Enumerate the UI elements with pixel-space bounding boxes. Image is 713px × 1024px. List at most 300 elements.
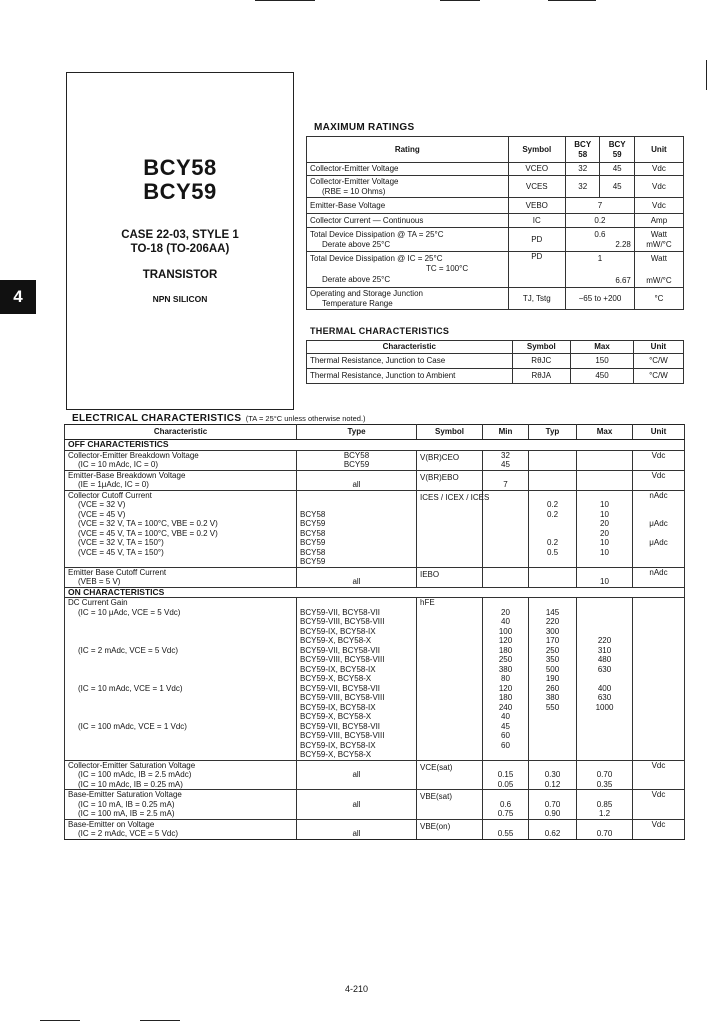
typ-line: 0.62: [544, 829, 561, 838]
unit-line: [636, 510, 681, 520]
symbol-line: ICES / ICEX / ICES: [420, 492, 490, 502]
max-line: 0.70: [596, 770, 613, 779]
min-line: 45: [501, 460, 510, 469]
type-line: BCY59-IX, BCY58-IX: [300, 740, 376, 750]
symbol-cell: [417, 450, 483, 470]
table-row: [307, 198, 684, 214]
unit-cell: °C/W: [633, 354, 683, 369]
min-line: [486, 491, 525, 501]
char-cell: [65, 760, 297, 790]
table-row: [307, 288, 684, 310]
max-ratings-table: [306, 136, 684, 310]
type-cell: [297, 760, 417, 790]
rating-line: Total Device Dissipation @ TA = 25°C: [310, 230, 444, 239]
min-cell: [483, 490, 529, 567]
min-line: [486, 568, 525, 578]
col-header: Max: [571, 341, 634, 354]
table-row: [65, 490, 685, 567]
char-line: [68, 712, 293, 722]
unit-cell: [633, 819, 685, 839]
rating-cell: Collector Current — Continuous: [307, 214, 509, 228]
char-line: [68, 703, 293, 713]
table-row: [307, 369, 684, 384]
min-line: 380: [498, 664, 513, 674]
typ-line: 0.30: [544, 770, 561, 779]
section-heading: OFF CHARACTERISTICS: [65, 440, 685, 451]
min-line: 7: [503, 480, 508, 489]
unit-line: μAdc: [649, 538, 668, 547]
typ-cell: [529, 450, 577, 470]
rating-line: (RBE = 10 Ohms): [322, 186, 386, 196]
symbol-cell: [417, 598, 483, 761]
unit-cell: Vdc: [634, 198, 683, 214]
typ-line: 380: [545, 693, 560, 702]
symbol-cell: VEBO: [508, 198, 565, 214]
max-cell: 150: [571, 354, 634, 369]
max-cell: [577, 760, 633, 790]
value-cell: 7: [565, 198, 634, 214]
min-line: 120: [498, 683, 513, 693]
char-line: [68, 750, 293, 760]
typ-line: [532, 451, 573, 461]
type-line: BCY59-VIII, BCY58-VIII: [300, 731, 385, 740]
max-line: 20: [600, 528, 609, 538]
unit-line: mW/°C: [646, 275, 672, 285]
symbol-cell: VCES: [508, 176, 565, 198]
rating-cell: [307, 288, 509, 310]
char-line: Collector-Emitter Saturation Voltage: [68, 760, 196, 770]
min-cell: [483, 470, 529, 490]
min-line: 40: [501, 712, 510, 721]
max-line: 10: [600, 577, 609, 586]
type-line: BCY59-VIII, BCY58-VIII: [300, 655, 385, 664]
typ-cell: [529, 470, 577, 490]
char-line: Emitter Base Cutoff Current: [68, 567, 167, 577]
col-header: Rating: [307, 137, 509, 163]
min-line: 250: [498, 655, 513, 664]
char-line: (IC = 10 mAdc, IC = 0): [78, 460, 159, 469]
char-cell: [65, 567, 297, 587]
type-line: BCY59-VIII, BCY58-VIII: [300, 693, 385, 702]
table-row: [65, 760, 685, 790]
table-row: [307, 354, 684, 369]
symbol-cell: [417, 790, 483, 820]
char-line: (IC = 10 mAdc, IB = 0.25 mA): [78, 779, 183, 789]
table-row: [307, 163, 684, 176]
min-line: 60: [501, 731, 510, 740]
table-row: [65, 819, 685, 839]
char-line: (IC = 100 mAdc, VCE = 1 Vdc): [78, 721, 187, 731]
typ-line: 0.5: [546, 547, 559, 557]
unit-line: Vdc: [651, 760, 666, 770]
symbol-line: hFE: [420, 598, 435, 607]
typ-line: [532, 722, 573, 732]
part-number-2: BCY59: [143, 179, 217, 204]
typ-line: [532, 731, 573, 741]
symbol-cell: [417, 760, 483, 790]
char-cell: [65, 790, 297, 820]
table-row: [307, 228, 684, 252]
value-cell: [565, 228, 634, 252]
section-tab: 4: [0, 280, 36, 314]
char-line: (VCE = 45 V, TA = 100°C, VBE = 0.2 V): [78, 528, 218, 538]
unit-cell: °C: [634, 288, 683, 310]
type-line: [300, 500, 413, 510]
min-cell: [483, 450, 529, 470]
char-cell: [65, 470, 297, 490]
max-line: 630: [597, 693, 612, 702]
unit-cell: Vdc: [634, 163, 683, 176]
table-row: [307, 176, 684, 198]
rating-cell: [307, 228, 509, 252]
value-cell: 45: [600, 163, 634, 176]
max-ratings-title: MAXIMUM RATINGS: [314, 122, 415, 133]
type-cell: [297, 790, 417, 820]
type-line: BCY59: [343, 460, 370, 469]
typ-line: 0.2: [546, 538, 559, 547]
table-row: [307, 214, 684, 228]
col-header: Symbol: [417, 425, 483, 440]
value-cell: 32: [565, 163, 599, 176]
scan-edge-mark: [255, 0, 315, 1]
rating-line: TC = 100°C: [426, 263, 469, 273]
symbol-cell: [417, 470, 483, 490]
char-line: (VCE = 45 V): [78, 509, 126, 519]
max-cell: [577, 470, 633, 490]
typ-line: [532, 820, 573, 830]
type-line: all: [352, 770, 361, 779]
unit-line: [636, 529, 681, 539]
unit-cell: [633, 490, 685, 567]
type-cell: [297, 470, 417, 490]
rating-line: Derate above 25°C: [322, 275, 391, 285]
min-cell: [483, 567, 529, 587]
unit-cell: [633, 760, 685, 790]
typ-line: 0.70: [544, 799, 561, 809]
min-line: 120: [498, 636, 513, 645]
symbol-line: VBE(on): [420, 821, 451, 831]
typ-line: 170: [545, 636, 560, 645]
max-line: [580, 731, 629, 741]
unit-line: Watt: [650, 230, 668, 239]
max-line: 1.2: [598, 809, 611, 818]
min-line: 0.6: [499, 799, 512, 809]
symbol-cell: PD: [508, 252, 565, 288]
scan-edge-mark: [140, 1020, 180, 1021]
max-line: 20: [600, 519, 609, 528]
unit-line: nAdc: [649, 490, 668, 500]
max-line: [580, 722, 629, 732]
char-line: Collector Cutoff Current: [68, 490, 152, 500]
part-title-box: [66, 72, 294, 410]
min-line: 240: [498, 702, 513, 712]
typ-line: [532, 471, 573, 481]
max-cell: [577, 450, 633, 470]
char-line: [68, 617, 293, 627]
unit-cell: [633, 470, 685, 490]
max-line: [580, 627, 629, 637]
max-line: [580, 617, 629, 627]
min-line: [486, 598, 525, 608]
char-line: (VCE = 32 V): [78, 500, 126, 509]
rating-cell: [307, 252, 509, 288]
typ-line: [532, 741, 573, 751]
max-line: [580, 491, 629, 501]
type-line: BCY58: [300, 528, 326, 538]
max-line: [580, 820, 629, 830]
col-header: Typ: [529, 425, 577, 440]
typ-line: [532, 529, 573, 539]
rating-line: Temperature Range: [322, 298, 393, 308]
type-cell: [297, 819, 417, 839]
typ-line: [532, 568, 573, 578]
char-cell: [65, 598, 297, 761]
min-line: [486, 761, 525, 771]
typ-line: 350: [545, 655, 560, 664]
rating-cell: Emitter-Base Voltage: [307, 198, 509, 214]
unit-line: Vdc: [651, 819, 666, 829]
section-heading: ON CHARACTERISTICS: [65, 587, 685, 598]
char-line: (IE = 1μAdc, IC = 0): [78, 480, 149, 489]
value-cell: 45: [600, 176, 634, 198]
char-line: (IC = 100 mAdc, IB = 2.5 mAdc): [78, 770, 192, 779]
symbol-line: V(BR)CEO: [420, 452, 460, 462]
table-row: [65, 470, 685, 490]
char-line: (IC = 2 mAdc, VCE = 5 Vdc): [78, 645, 179, 655]
typ-line: [532, 712, 573, 722]
value-cell: 0.2: [565, 214, 634, 228]
unit-cell: [633, 598, 685, 761]
typ-line: 0.2: [546, 509, 559, 519]
table-row: [65, 450, 685, 470]
col-header: Unit: [633, 425, 685, 440]
type-cell: [297, 567, 417, 587]
unit-cell: Amp: [634, 214, 683, 228]
type-line: BCY59-VIII, BCY58-VIII: [300, 617, 385, 626]
char-line: Collector-Emitter Breakdown Voltage: [68, 450, 199, 460]
max-line: [580, 790, 629, 800]
min-line: 100: [498, 626, 513, 636]
min-line: 0.05: [497, 779, 514, 789]
type-line: BCY59-VII, BCY58-VII: [300, 721, 381, 731]
typ-line: [532, 761, 573, 771]
char-line: (IC = 100 mA, IB = 2.5 mA): [78, 809, 175, 818]
rating-cell: [307, 176, 509, 198]
max-cell: 450: [571, 369, 634, 384]
min-line: 45: [501, 721, 510, 731]
col-header: Characteristic: [307, 341, 513, 354]
col-header: BCY 59: [600, 137, 634, 163]
type-cell: [297, 450, 417, 470]
col-header: Unit: [634, 137, 683, 163]
type-line: all: [352, 799, 361, 809]
char-line: [68, 693, 293, 703]
min-line: 0.15: [497, 770, 514, 779]
typ-line: 0.2: [546, 500, 559, 509]
char-line: (VCE = 32 V, TA = 100°C, VBE = 0.2 V): [78, 519, 218, 528]
electrical-title-note: (TA = 25°C unless otherwise noted.): [245, 414, 366, 423]
max-line: [580, 471, 629, 481]
min-line: [486, 790, 525, 800]
table-row: [307, 252, 684, 288]
typ-line: 145: [545, 607, 560, 617]
typ-cell: [529, 598, 577, 761]
value-cell: 32: [565, 176, 599, 198]
thermal-title: THERMAL CHARACTERISTICS: [310, 326, 450, 336]
max-line: 220: [597, 636, 612, 645]
symbol-cell: PD: [508, 228, 565, 252]
symbol-line: IEBO: [420, 569, 440, 579]
char-cell: [65, 819, 297, 839]
typ-line: [532, 491, 573, 501]
min-cell: [483, 598, 529, 761]
char-cell: Thermal Resistance, Junction to Case: [307, 354, 513, 369]
symbol-line: VCE(sat): [420, 762, 453, 772]
max-line: 400: [597, 683, 612, 693]
max-line: [580, 608, 629, 618]
max-line: 10: [600, 509, 609, 519]
type-line: BCY59-X, BCY58-X: [300, 636, 372, 645]
section-row: [65, 440, 685, 451]
col-header: BCY 58: [565, 137, 599, 163]
max-line: [580, 674, 629, 684]
electrical-table: [64, 424, 685, 840]
scan-edge-mark: [548, 0, 596, 1]
char-line: (IC = 10 mA, IB = 0.25 mA): [78, 799, 175, 809]
typ-line: [532, 598, 573, 608]
rating-cell: Collector-Emitter Voltage: [307, 163, 509, 176]
value-cell: [565, 252, 634, 288]
type-line: BCY59: [300, 538, 326, 547]
max-cell: [577, 598, 633, 761]
typ-line: 0.12: [544, 779, 561, 789]
section-row: [65, 587, 685, 598]
typ-line: 500: [545, 664, 560, 674]
unit-line: Vdc: [651, 470, 666, 480]
symbol-cell: IC: [508, 214, 565, 228]
polarity: NPN SILICON: [152, 294, 208, 304]
symbol-cell: TJ, Tstg: [508, 288, 565, 310]
type-line: BCY59-X, BCY58-X: [300, 674, 372, 683]
package: TO-18 (TO-206AA): [130, 243, 230, 255]
max-line: 10: [600, 500, 609, 509]
type-line: BCY59-VII, BCY58-VII: [300, 607, 381, 617]
electrical-title: ELECTRICAL CHARACTERISTICS: [72, 413, 242, 424]
char-cell: Thermal Resistance, Junction to Ambient: [307, 369, 513, 384]
unit-line: nAdc: [649, 567, 668, 577]
typ-cell: [529, 790, 577, 820]
symbol-cell: [417, 567, 483, 587]
case-style: CASE 22-03, STYLE 1: [121, 229, 239, 241]
typ-line: 260: [545, 683, 560, 693]
typ-cell: [529, 490, 577, 567]
min-line: 60: [501, 740, 510, 750]
min-cell: [483, 760, 529, 790]
max-line: 0.35: [596, 779, 613, 789]
col-header: Type: [297, 425, 417, 440]
symbol-line: V(BR)EBO: [420, 472, 459, 482]
table-row: [65, 598, 685, 761]
char-line: Base-Emitter Saturation Voltage: [68, 790, 182, 799]
rating-line: Derate above 25°C: [322, 239, 391, 249]
min-cell: [483, 819, 529, 839]
min-line: [486, 471, 525, 481]
char-line: [68, 627, 293, 637]
max-line: 310: [597, 645, 612, 655]
char-cell: [65, 450, 297, 470]
typ-line: 220: [545, 617, 560, 626]
typ-cell: [529, 567, 577, 587]
min-line: 180: [498, 693, 513, 702]
typ-line: 550: [545, 702, 560, 712]
table-row: [65, 567, 685, 587]
type-line: BCY59-IX, BCY58-IX: [300, 702, 376, 712]
char-line: DC Current Gain: [68, 598, 128, 607]
char-line: (IC = 10 mAdc, VCE = 1 Vdc): [78, 683, 183, 693]
rating-line: Total Device Dissipation @ IC = 25°C: [310, 254, 443, 264]
min-line: 0.75: [497, 809, 514, 818]
col-header: Symbol: [512, 341, 571, 354]
unit-line: μAdc: [649, 519, 668, 528]
max-line: [580, 741, 629, 751]
min-line: [486, 820, 525, 830]
typ-line: 300: [545, 626, 560, 636]
value-line: 0.6: [594, 230, 606, 239]
unit-cell: [634, 228, 683, 252]
scan-edge-mark: [706, 60, 707, 90]
typ-line: 190: [545, 674, 560, 683]
col-header: Unit: [633, 341, 683, 354]
min-cell: [483, 790, 529, 820]
char-line: [68, 636, 293, 646]
min-line: 80: [501, 674, 510, 683]
col-header: Min: [483, 425, 529, 440]
min-line: 40: [501, 617, 510, 626]
max-line: [580, 761, 629, 771]
value-line: 2.28: [615, 239, 631, 249]
type-line: all: [352, 577, 361, 586]
min-line: 20: [501, 607, 510, 617]
type-line: BCY58: [300, 547, 326, 557]
symbol-cell: RθJA: [512, 369, 571, 384]
symbol-cell: RθJC: [512, 354, 571, 369]
unit-cell: °C/W: [633, 369, 683, 384]
char-line: (VCE = 32 V, TA = 150°): [78, 538, 164, 547]
unit-line: mW/°C: [646, 239, 672, 249]
char-line: [68, 655, 293, 665]
char-line: [68, 731, 293, 741]
char-line: Base-Emitter on Voltage: [68, 819, 155, 829]
type-cell: [297, 490, 417, 567]
type-line: BCY59-X, BCY58-X: [300, 750, 372, 759]
char-line: Emitter-Base Breakdown Voltage: [68, 470, 186, 480]
char-line: [68, 741, 293, 751]
type-cell: [297, 598, 417, 761]
thermal-table: [306, 340, 684, 384]
unit-line: Vdc: [651, 790, 666, 799]
type-line: BCY58: [300, 509, 326, 519]
scan-edge-mark: [440, 0, 480, 1]
value-line: 6.67: [615, 275, 631, 285]
part-number-1: BCY58: [143, 155, 217, 180]
max-line: [580, 712, 629, 722]
value-cell: −65 to +200: [565, 288, 634, 310]
type-line: BCY59-IX, BCY58-IX: [300, 664, 376, 674]
min-line: 180: [498, 645, 513, 655]
max-line: 10: [600, 538, 609, 547]
max-line: [580, 451, 629, 461]
unit-line: Vdc: [651, 450, 666, 460]
